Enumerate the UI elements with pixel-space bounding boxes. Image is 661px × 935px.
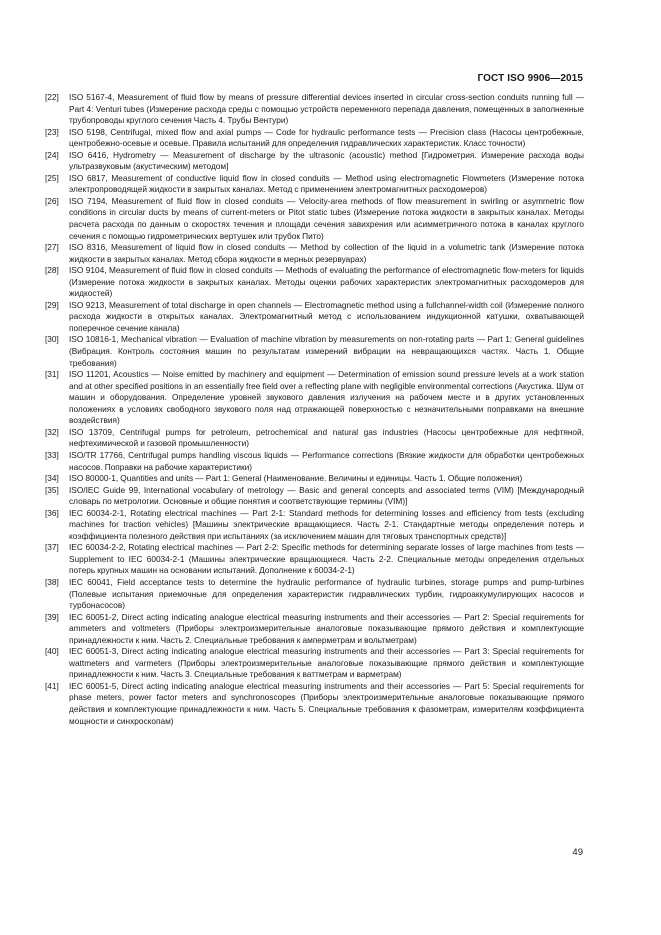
reference-number: [24] bbox=[45, 149, 59, 160]
reference-text: ISO 6416, Hydrometry — Measurement of discharge by the ultrasonic (acoustic) method [Гидрометрия. Измерение расхода воды ультразвуковым (акустическим) методом] bbox=[69, 149, 584, 172]
reference-number: [25] bbox=[45, 172, 59, 183]
reference-item bbox=[45, 542, 584, 577]
bibliography-list bbox=[45, 92, 584, 727]
reference-item bbox=[45, 485, 584, 508]
reference-text: ISO 10816-1, Mechanical vibration — Evaluation of machine vibration by measurements on non-rotating parts — Part 1: General guidelines (Вибрация. Контроль состояния машин по результатам измерений вибрации на невращающихся частях. Часть 1. Общие требования) bbox=[69, 334, 584, 368]
reference-item bbox=[45, 173, 584, 196]
reference-text: ISO 8316, Measurement of liquid flow in closed conduits — Method by collection of the liquid in a volumetric tank (Измерение потока жидкости в закрытых каналах. Метод сбора жидкости в мерных резервуарах) bbox=[69, 242, 584, 264]
reference-item bbox=[45, 242, 584, 265]
reference-number: [27] bbox=[45, 242, 59, 253]
reference-item bbox=[45, 265, 584, 300]
reference-number: [36] bbox=[45, 507, 59, 518]
reference-item bbox=[45, 577, 584, 612]
reference-number: [39] bbox=[45, 611, 59, 622]
reference-item bbox=[45, 450, 584, 473]
reference-number: [35] bbox=[45, 484, 59, 495]
reference-number: [41] bbox=[45, 680, 59, 691]
reference-number: [29] bbox=[45, 299, 59, 310]
reference-item bbox=[45, 646, 584, 681]
reference-item bbox=[45, 508, 584, 543]
reference-item bbox=[45, 473, 584, 485]
reference-number: [34] bbox=[45, 473, 59, 484]
reference-number: [40] bbox=[45, 646, 59, 657]
reference-item bbox=[45, 150, 584, 173]
reference-text: IEC 60051-3, Direct acting indicating analogue electrical measuring instruments and their accessories — Part 3: Special requirements for wattmeters and varmeters (Приборы электроизмерительные аналоговые показывающие прямого действия и комплектующие принадлежности к ним. Часть 3. Специальные требования к ваттметрам и варметрам) bbox=[69, 646, 584, 680]
reference-text: ISO 9104, Measurement of fluid flow in closed conduits — Methods of evaluating the performance of electromagnetic flow-meters for liquids (Измерение потока жидкости в закрытых каналах. Методы оценки рабочих характеристик электромагнитных расходомеров для жидкостей) bbox=[69, 265, 584, 299]
reference-text: ISO 5167-4, Measurement of fluid flow by means of pressure differential devices inserted in circular cross-section conduits running full — Part 4: Venturi tubes (Измерение расхода среды с помощью устройств переменного перепада давления, помещенных в заполненные трубопроводы круглого сечения Часть 4. Трубы Вентури) bbox=[69, 92, 584, 126]
reference-number: [26] bbox=[45, 195, 59, 206]
reference-text: ISO 13709, Centrifugal pumps for petroleum, petrochemical and natural gas industries (Насосы центробежные для нефтяной, нефтехимической и газовой промышленности) bbox=[69, 426, 584, 449]
reference-number: [33] bbox=[45, 449, 59, 460]
reference-text: ISO 80000-1, Quantities and units — Part 1: General (Наименование. Величины и единицы. Часть 1. Общие положения) bbox=[69, 473, 523, 484]
reference-item bbox=[45, 92, 584, 127]
reference-text: IEC 60041, Field acceptance tests to determine the hydraulic performance of hydraulic turbines, storage pumps and pump-turbines (Полевые испытания приемочные для определения характеристик гидравлических турбин, гидроаккумулирующих насосов и турбонасосов) bbox=[69, 576, 584, 611]
reference-text: ISO/IEC Guide 99, International vocabulary of metrology — Basic and general concepts and associated terms (VIM) [Международный словарь по метрологии. Основные и общие понятия и соответствующие термины (VIM)] bbox=[69, 484, 584, 507]
reference-item bbox=[45, 127, 584, 150]
reference-text: ISO/TR 17766, Centrifugal pumps handling viscous liquids — Performance corrections (Вязкие жидкости для обработки центробежных насосов. Поправки на рабочие характеристики) bbox=[69, 449, 584, 472]
reference-number: [38] bbox=[45, 576, 59, 587]
reference-text: IEC 60051-5, Direct acting indicating analogue electrical measuring instruments and their accessories — Part 5: Special requirements for phase meters, power factor meters and synchronoscopes (Приборы электроизмерительные аналоговые показывающие прямого действия и комплектующие принадлежности к ним. Часть 5. Специальные требования к фазометрам, измерителям коэффициента мощности и синхроскопам) bbox=[69, 680, 584, 726]
reference-text: IEC 60034-2-1, Rotating electrical machines — Part 2-1: Standard methods for determining losses and efficiency from tests (excluding machines for traction vehicles) [Машины электрические вращающиеся. Часть 2-1. Стандартные методы определения потерь и коэффициента полезного действия при испытаниях (за исключением машин для тяговых транспортных средств)] bbox=[69, 507, 584, 541]
reference-number: [22] bbox=[45, 92, 59, 102]
reference-text: ISO 6817, Measurement of conductive liquid flow in closed conduits — Method using electromagnetic Flowmeters (Измерение потока электропроводящей жидкости в закрытых каналах. Метод с применением электромагнитных расходомеров) bbox=[69, 172, 584, 195]
reference-item bbox=[45, 612, 584, 647]
reference-number: [23] bbox=[45, 126, 59, 137]
document-header: ГОСТ ISO 9906—2015 bbox=[477, 73, 583, 84]
reference-text: IEC 60051-2, Direct acting indicating analogue electrical measuring instruments and their accessories — Part 2: Special requirements for ammeters and voltmeters (Приборы электроизмерительные аналоговые показывающие прямого действия и комплектующие принадлежности к ним. Часть 2. Специальные требования к амперметрам и вольтметрам) bbox=[69, 611, 584, 645]
reference-item bbox=[45, 334, 584, 369]
reference-number: [28] bbox=[45, 265, 59, 276]
reference-item bbox=[45, 300, 584, 335]
reference-text: ISO 11201, Acoustics — Noise emitted by machinery and equipment — Determination of emission sound pressure levels at a work station and at other specified positions in an essentially free field over a reflecting plane with negligible environmental corrections (Акустика. Шум от машин и оборудования. Определение уровней звукового давления излучения на рабочем месте и в других установленных положениях в условиях свободного звукового поля над отражающей поверхностью с незначительными поправками на внешние воздействия) bbox=[69, 369, 584, 426]
reference-number: [30] bbox=[45, 334, 59, 345]
reference-number: [37] bbox=[45, 542, 59, 553]
reference-text: ISO 5198, Centrifugal, mixed flow and axial pumps — Code for hydraulic performance tests — Precision class (Насосы центробежные, центробежно-осевые и осевые. Правила испытаний для определения гидравлических характеристик. Класс точности) bbox=[69, 126, 584, 149]
reference-item bbox=[45, 196, 584, 242]
reference-text: IEC 60034-2-2, Rotating electrical machines — Part 2-2: Specific methods for determining separate losses of large machines from tests — Supplement to IEC 60034-2-1 (Машины электрические вращающиеся. Часть 2-2. Специальные методы определения отдельных потерь крупных машин на основании испытаний. Дополнение к 60034-2-1) bbox=[69, 542, 584, 576]
reference-item bbox=[45, 681, 584, 727]
reference-number: [31] bbox=[45, 369, 59, 380]
page-number: 49 bbox=[572, 847, 583, 858]
reference-text: ISO 9213, Measurement of total discharge in open channels — Electromagnetic method using a fullchannel-width coil (Измерение полного расхода жидкости в открытых каналах. Электромагнитный метод с использованием индукционной катушки, охватывающей поперечное сечение канала) bbox=[69, 299, 584, 333]
reference-text: ISO 7194, Measurement of fluid flow in closed conduits — Velocity-area methods of flow measurement in swirling or asymmetric flow conditions in circular ducts by means of current-meters or Pitot static tubes (Измерение потока жидкости в закрытых каналах. Методы расчета расхода по данным о скоростях течения и площади сечения завихрения или асимметричного потока в каналах круглого сечения с помощью гидрометрических вертушек или трубок Пито) bbox=[69, 195, 584, 241]
reference-item bbox=[45, 369, 584, 427]
reference-item bbox=[45, 427, 584, 450]
reference-number: [32] bbox=[45, 426, 59, 437]
